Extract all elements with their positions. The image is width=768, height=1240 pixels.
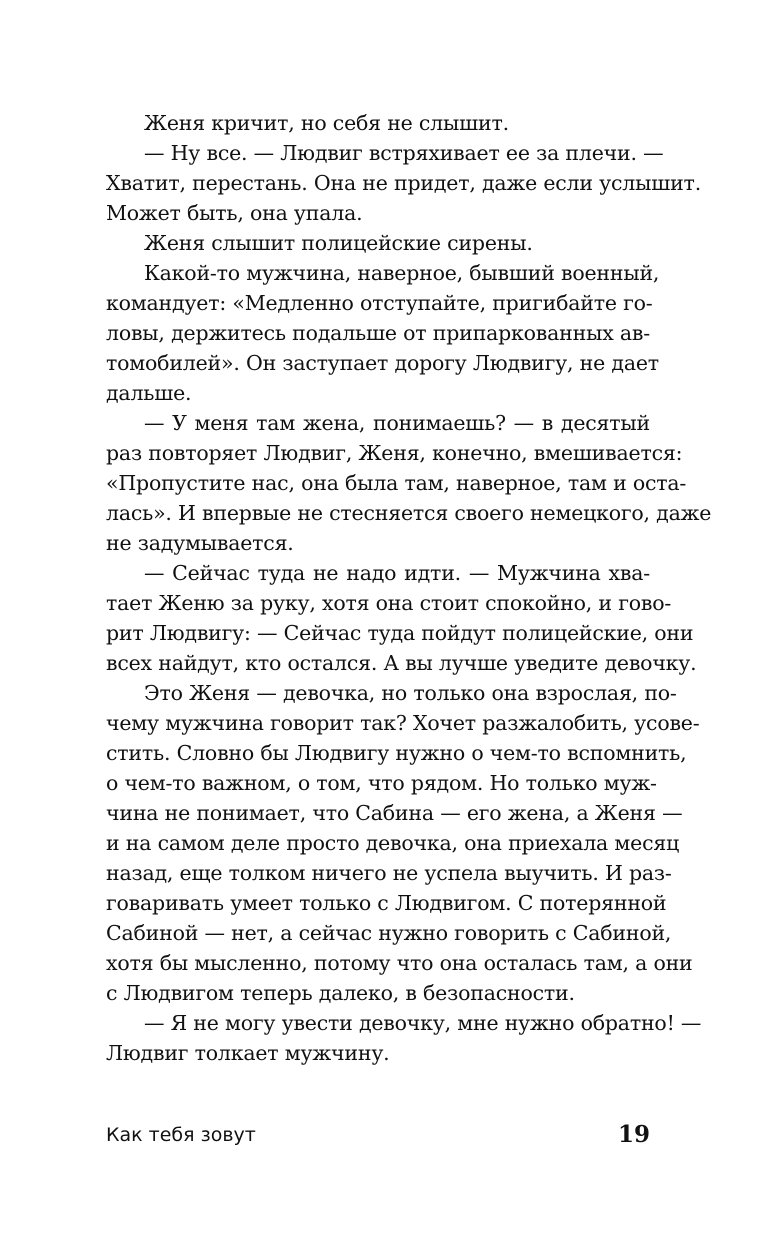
text-line: тает Женю за руку, хотя она стоит спокойно, и гово- [106,591,672,615]
text-line: Сабиной — нет, а сейчас нужно говорить с Сабиной, [106,921,672,945]
text-line: хотя бы мысленно, потому что она осталась там, а они [106,951,693,975]
text-line: чина не понимает, что Сабина — его жена, а Женя — [106,801,683,825]
text-line: чему мужчина говорит так? Хочет разжалобить, усове- [106,711,700,735]
text-line: «Пропустите нас, она была там, наверное, там и оста- [106,471,687,495]
text-line: — Сейчас туда не надо идти. — Мужчина хва- [144,561,650,585]
text-line: Людвиг толкает мужчину. [106,1041,390,1065]
text-line: Женя кричит, но себя не слышит. [144,111,509,135]
text-line: Это Женя — девочка, но только она взрослая, по- [144,681,677,705]
text-line: томобилей». Он заступает дорогу Людвигу, не дает [106,351,659,375]
running-title: Как тебя зовут [106,1124,256,1146]
text-line: Женя слышит полицейские сирены. [144,231,533,255]
text-line: Хватит, перестань. Она не придет, даже если услышит. [106,171,702,195]
text-line: всех найдут, кто остался. А вы лучше уведите девочку. [106,651,697,675]
text-line: и на самом деле просто девочка, она приехала месяц [106,831,680,855]
text-line: раз повторяет Людвиг, Женя, конечно, вмешивается: [106,441,683,465]
text-line: говаривать умеет только с Людвигом. С потерянной [106,891,667,915]
text-line: о чем-то важном, о том, что рядом. Но только муж- [106,771,657,795]
text-line: рит Людвигу: — Сейчас туда пойдут полицейские, они [106,621,694,645]
text-line: назад, еще толком ничего не успела выучить. И раз- [106,861,672,885]
text-line: лась». И впервые не стесняется своего немецкого, даже [106,501,712,525]
page-number: 19 [617,1121,650,1148]
page-body [106,108,712,1068]
text-line: с Людвигом теперь далеко, в безопасности. [106,981,575,1005]
text-line: — Я не могу увести девочку, мне нужно обратно! — [144,1011,702,1035]
text-line: командует: «Медленно отступайте, пригибайте го- [106,291,653,315]
text-line: — Ну все. — Людвиг встряхивает ее за плечи. — [144,141,664,165]
text-line: ловы, держитесь подальше от припаркованных ав- [106,321,650,345]
text-line: Может быть, она упала. [106,201,363,225]
text-line: стить. Словно бы Людвигу нужно о чем-то вспомнить, [106,741,687,765]
text-line: Какой-то мужчина, наверное, бывший военный, [144,261,660,285]
text-line: не задумывается. [106,531,294,555]
page-footer [106,1120,650,1150]
text-line: — У меня там жена, понимаешь? — в десятый [144,411,650,435]
text-line: дальше. [106,381,192,405]
